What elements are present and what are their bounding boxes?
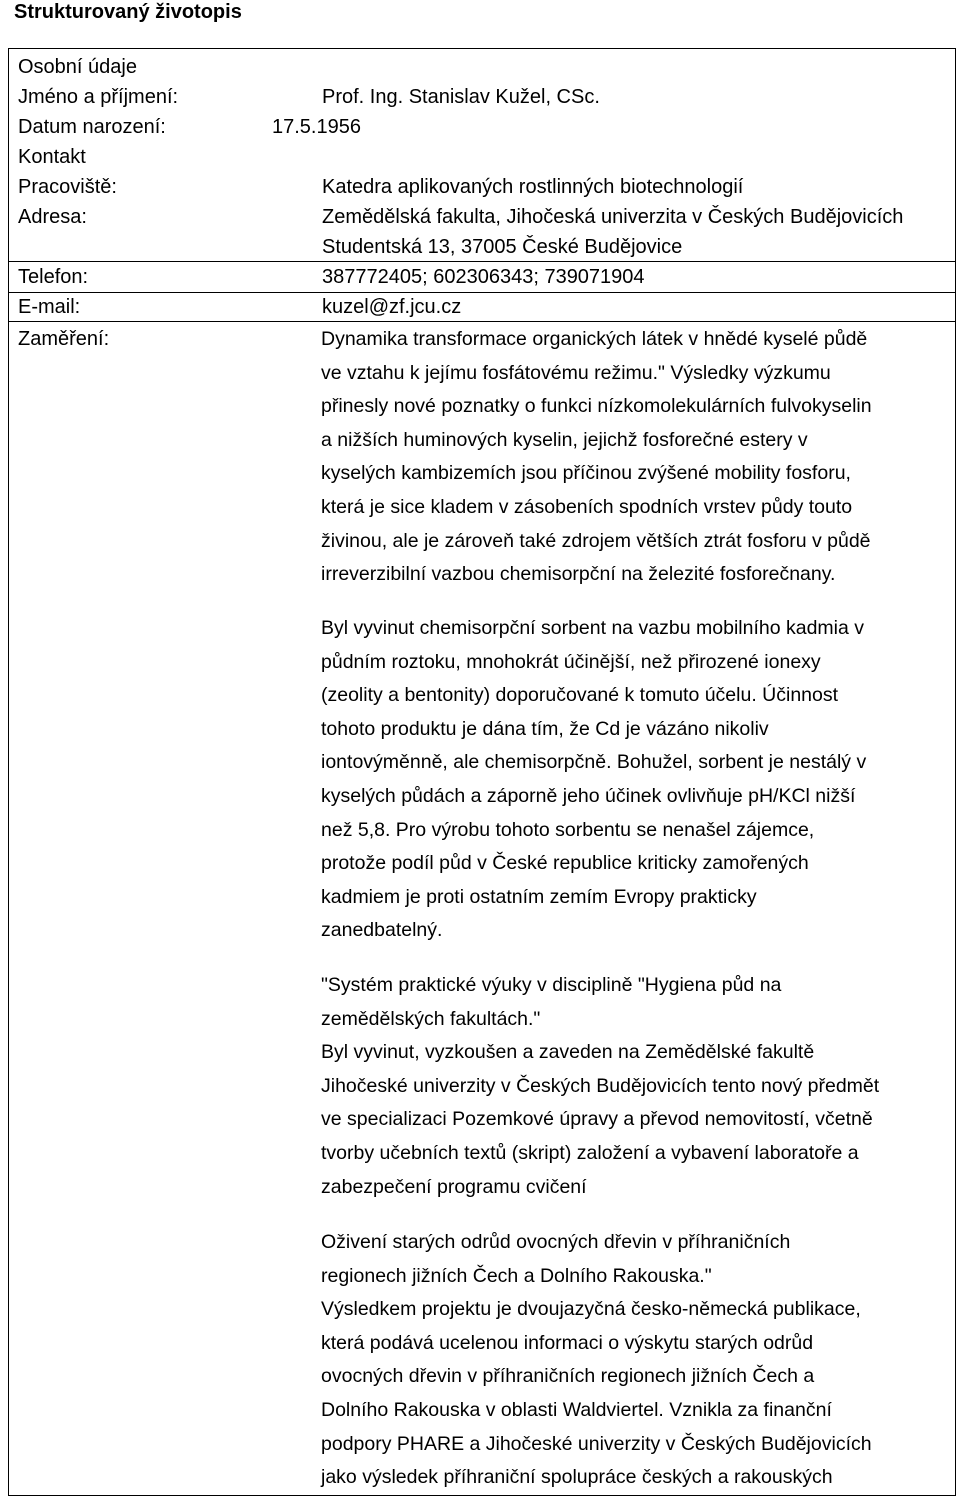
focus-paragraph: Byl vyvinut chemisorpční sorbent na vazbu mobilního kadmia v půdním roztoku, mnohokrát účinější, než přirozené ionexy (zeolity a bentonity) doporučované k tomuto účelu. Účinnost tohoto produktu je dána tím, že Cd je vázáno nikoliv iontovýměnně, ale chemisorpčně. Bohužel, sorbent je nestálý v kyselých půdách a záporně jeho účinek ovlivňuje pH/KCl nižší než 5,8. Pro výrobu tohoto sorbentu se nenašel zájemce, protože podíl půd v České republice kriticky zamořených kadmiem je proti ostatním zemím Evropy prakticky zanedbatelný. xyxy=(321,617,867,942)
focus-paragraph: Dynamika transformace organických látek v hnědé kyselé půdě ve vztahu k jejímu fosfátovému režimu." Výsledky výzkumu přinesly nové poznatky o funkci nízkomolekulárních fulvokyselin a nižších huminových kyselin, jejichž fosforečné estery v kyselých kambizemích jsou příčinou zvýšené mobility fosforu, která je sice kladem v zásobeních spodních vrstev půdy touto živinou, ale je zároveň také zdrojem větších ztrát fosforu v půdě irreverzibilní vazbou chemisorpční na železité fosforečnany. xyxy=(321,328,872,586)
divider xyxy=(9,321,955,322)
focus-label: Zaměření: xyxy=(18,328,110,350)
name-value: Prof. Ing. Stanislav Kužel, CSc. xyxy=(322,86,600,108)
address-line1: Zemědělská fakulta, Jihočeská univerzita v Českých Budějovicích xyxy=(322,206,904,228)
name-label: Jméno a příjmení: xyxy=(18,86,179,108)
cv-table xyxy=(8,48,956,1496)
focus-paragraph: Oživení starých odrůd ovocných dřevin v příhraničních regionech jižních Čech a Dolního Rakouska." Výsledkem projektu je dvoujazyčná česko-německá publikace, která podává ucelenou informaci o výskytu starých odrůd ovocných dřevin v příhraničních regionech jižních Čech a Dolního Rakouska v oblasti Waldviertel. Vznikla za finanční podpory PHARE a Jihočeské univerzity v Českých Budějovicích jako výsledek příhraniční spolupráce českých a rakouských xyxy=(321,1231,872,1489)
phone-value: 387772405; 602306343; 739071904 xyxy=(322,266,645,288)
section-personal: Osobní údaje xyxy=(18,56,137,78)
email-value[interactable]: kuzel@zf.jcu.cz xyxy=(322,296,462,318)
birth-label: Datum narození: xyxy=(18,116,166,138)
phone-label: Telefon: xyxy=(18,266,89,288)
birth-value: 17.5.1956 xyxy=(272,116,361,138)
divider xyxy=(9,292,955,293)
workplace-label: Pracoviště: xyxy=(18,176,117,198)
section-contact: Kontakt xyxy=(18,146,86,168)
document-title: Strukturovaný životopis xyxy=(14,1,242,23)
address-label: Adresa: xyxy=(18,206,87,228)
email-label: E-mail: xyxy=(18,296,81,318)
focus-paragraph: "Systém praktické výuky v disciplině "Hygiena půd na zemědělských fakultách." Byl vyvinut, vyzkoušen a zaveden na Zemědělské fakultě Jihočeské univerzity v Českých Budějovicích tento nový předmět ve specializaci Pozemkové úpravy a převod nemovitostí, včetně tvorby učebních textů (skript) založení a vybavení laboratoře a zabezpečení programu cvičení xyxy=(321,974,880,1198)
address-line2: Studentská 13, 37005 České Budějovice xyxy=(322,236,683,258)
workplace-value: Katedra aplikovaných rostlinných biotechnologií xyxy=(322,176,744,198)
